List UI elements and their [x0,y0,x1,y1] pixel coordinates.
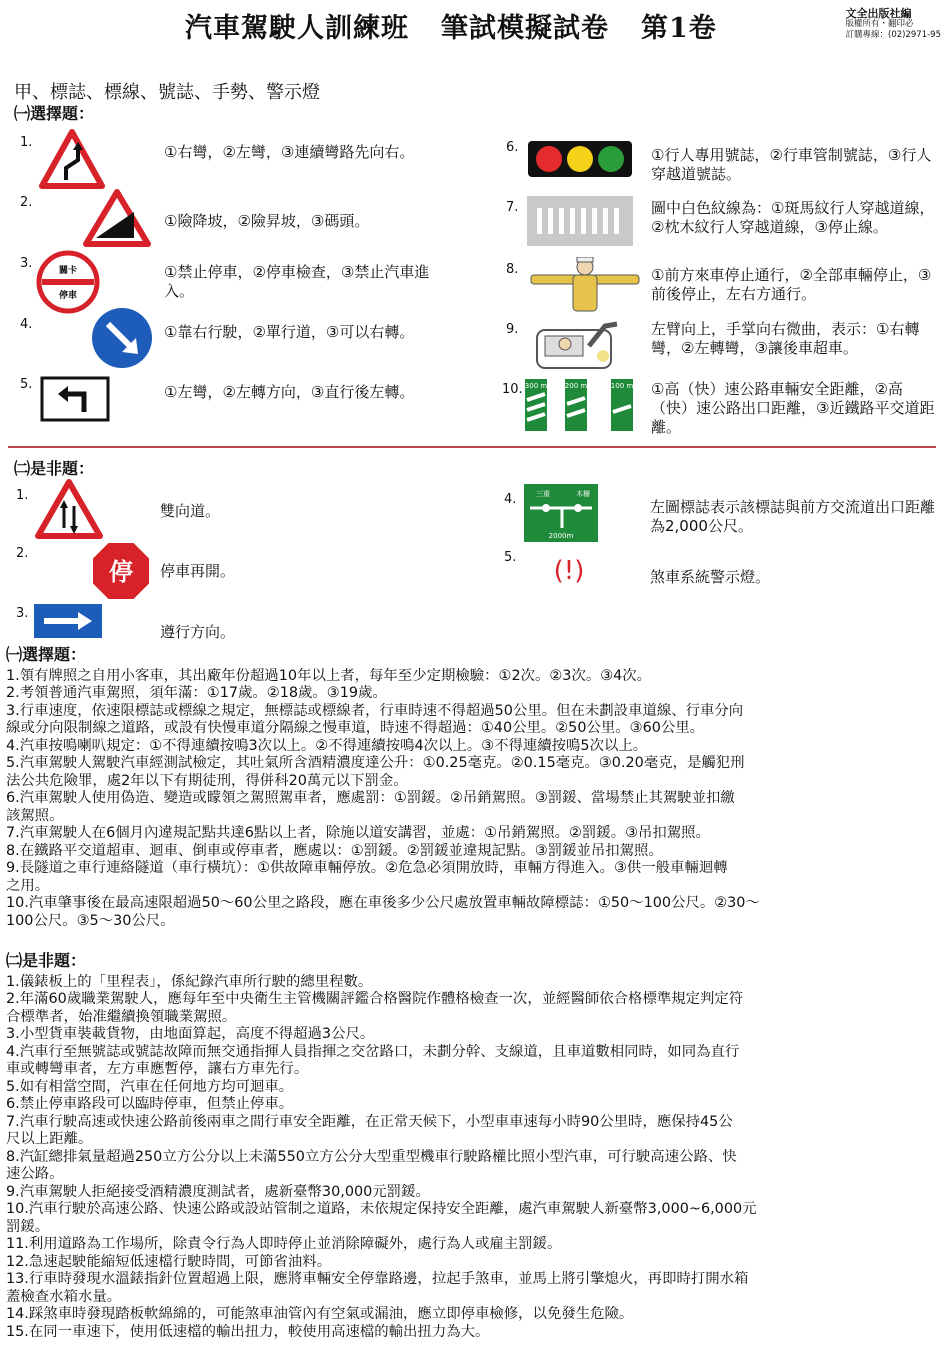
part2-tf-section [6,950,941,1341]
question-line: 5.如有相當空間，汽車在任何地方均可迴車。 [6,1078,294,1095]
question-line: 線或分向限制線之道路，或設有快慢車道分隔線之慢車道，時速不得超過：①40公里。②50公里。③60公里。 [6,720,705,736]
question-line: 10.汽車肇事後在最高速限超過50～60公里之路段，應在車後多少公尺處放置車輛故障標誌：①50～100公尺。②30～ [6,895,760,911]
question-line: 9.汽車駕駛人拒絕接受酒精濃度測試者，處新臺幣30,000元罰鍰。 [6,1183,430,1200]
title-part-2: 筆試模擬試卷 [441,13,609,44]
dist-1-text: 300 m [524,382,548,390]
item-number: 5. [20,377,33,392]
item-number: 2. [20,195,33,210]
item-number: 1. [16,488,29,503]
item-number: 4. [504,492,517,507]
question-line: 3.行車速度，依速限標誌或標線之規定，無標誌或標線者，行車時速不得超過50公里。但在未劃設車道線、行車分向 [6,702,744,719]
question-line: 合標準者，始准繼續換領職業駕照。 [6,1008,237,1025]
checkpoint-top-text: 關卡 [58,266,78,276]
stop-sign-icon [90,540,152,602]
tf-item-2: 停車再開。 [160,562,236,580]
item-number: 9. [506,322,519,337]
two-way-sign-icon [34,478,104,540]
question-line: 100公尺。③5～30公尺。 [6,912,175,929]
choice-item-7: 圖中白色紋線為：①斑馬紋行人穿越道線，②枕木紋行人穿越道線，③停止線。 [651,199,935,236]
question-line: 8.在鐵路平交道超車、迴車、倒車或停車者，應處以：①罰鍰。②罰鍰並違規記點。③罰鍰並吊扣駕照。 [6,842,663,859]
question-line: 2.考領普通汽車駕照，須年滿：①17歲。②18歲。③19歲。 [6,685,387,701]
choice-item-3: ①禁止停車，②停車檢查，③禁止汽車進入。 [164,263,430,300]
question-line: 9.長隧道之車行連絡隧道（車行橫坑）：①供故障車輛停放。②危急必須開放時，車輛方得進入。③供一般車輛迴轉 [6,860,728,876]
exam-title [185,6,749,45]
question-line: 7.汽車行駛高速或快速公路前後兩車之間行車安全距離，在正常天候下，小型車車速每小時90公里時，應保持45公 [6,1113,733,1130]
item-number: 4. [20,317,33,332]
item-number: 5. [504,550,517,565]
choice-item-5: ①左彎，②左轉方向，③直行後左轉。 [164,383,415,401]
crosswalk-marking-icon [527,196,633,246]
question-line: 尺以上距離。 [6,1131,93,1147]
question-line: 11.利用道路為工作場所，除責令行為人即時停止並消除障礙外，處行為人或雇主罰鍰。 [6,1236,562,1252]
direction-arrow-sign-icon [34,604,102,638]
question-line: 速公路。 [6,1166,64,1182]
choice-item-6: ①行人專用號誌，②行車管制號誌，③行人穿越道號誌。 [651,146,932,183]
choice-item-9: 左臂向上，手掌向右微曲，表示：①右轉彎，②左轉彎，③讓後車超車。 [651,320,920,357]
question-line: 2.年滿60歲職業駕駛人，應每年至中央衛生主管機關評鑑合格醫院作體格檢查一次，並經醫師依合格標準規定判定符 [6,991,744,1007]
question-line: 6.禁止停車路段可以臨時停車，但禁止停車。 [6,1096,294,1112]
keep-right-sign-icon [90,306,154,370]
question-line: 10.汽車行駛於高速公路、快速公路或設站管制之道路，未依規定保持安全距離，處汽車駕駛人新臺幣3,000~6,000元 [6,1201,757,1217]
question-line: 1.儀錶板上的「里程表」，係紀錄汽車所行駛的總里程數。 [6,973,373,990]
part2-tf-heading: ㈡是非題： [6,951,87,970]
dist-2-text: 200 m [564,382,588,390]
question-line: 4.汽車按鳴喇叭規定：①不得連續按鳴3次以上。②不得連續按鳴4次以上。③不得連續按鳴5次以上。 [6,737,648,754]
item-number: 2. [16,546,29,561]
question-line: 3.小型貨車裝載貨物，由地面算起，高度不得超過3公尺。 [6,1026,375,1042]
choice-item-8: ①前方來車停止通行，②全部車輛停止，③前後停止，左右方通行。 [651,266,932,303]
question-line: 4.汽車行至無號誌或號誌故障而無交通指揮人員指揮之交岔路口，未劃分幹、支線道，且車道數相同時，如同為直行 [6,1043,740,1060]
choice-item-2: ①險降坡，②險昇坡，③碼頭。 [164,212,370,230]
traffic-signal-icon [527,140,633,178]
brake-warning-light-icon [538,550,600,590]
section-divider [8,446,936,448]
question-line: 1.領有牌照之自用小客車，其出廠年份超過10年以上者，每年至少定期檢驗：①2次。②3次。③4次。 [6,667,652,684]
choice-item-1: ①右彎，②左彎，③連續彎路先向右。 [164,143,415,161]
question-line: 15.在同一車速下，使用低速檔的輸出扭力，較使用高速檔的輸出扭力為大。 [6,1323,490,1340]
question-line: 蓋檢查水箱水量。 [6,1288,122,1305]
choice-item-10: ①高（快）速公路車輛安全距離，②高（快）速公路出口距離，③近鐵路平交道距離。 [651,380,935,436]
question-line: 8.汽缸總排氣量超過250立方公分以上未滿550立方公分大型重型機車行駛路權比照小型汽車，可行駛高速公路、快 [6,1148,737,1165]
exit-left-text: 三重 [536,490,550,498]
checkpoint-bottom-text: 停車 [58,291,78,301]
section-title: 甲、標誌、標線、號誌、手勢、警示燈 [14,82,320,103]
question-line: 5.汽車駕駛人駕駛汽車經測試檢定，其吐氣所含酒精濃度達公升：①0.25毫克。②0.15毫克。③0.20毫克，是觸犯刑 [6,755,745,771]
item-number: 10. [502,382,523,397]
tf-item-5: 煞車系統警示燈。 [650,568,771,586]
phone-text: 訂購專線：(02)2971-95 [845,30,941,40]
question-line: 12.急速起駛能縮短低速檔行駛時間，可節省油料。 [6,1253,332,1270]
title-part-3: 第1卷 [641,13,717,44]
question-line: 車或轉彎車者，左方車應暫停，讓右方車先行。 [6,1061,309,1077]
traffic-police-gesture-icon [527,257,642,313]
question-line: 該駕照。 [6,807,64,824]
page-header [0,0,947,50]
dist-3-text: 100 m [610,382,634,390]
choice-heading: ㈠選擇題： [14,104,95,123]
publisher-info [846,8,941,41]
question-line: 13.行車時發現水溫錶指針位置超過上限，應將車輛安全停靠路邊，拉起手煞車，並馬上將引擎熄火，再即時打開水箱 [6,1271,749,1287]
interchange-exit-sign-icon [524,484,598,542]
tf-item-4: 左圖標誌表示該標誌與前方交流道出口距離為2,000公尺。 [650,498,936,535]
stop-sign-text: 停 [109,558,133,586]
question-line: 之用。 [6,877,50,894]
title-part-1: 汽車駕駛人訓練班 [185,13,409,44]
item-number: 8. [506,262,519,277]
exit-right-text: 木柵 [576,490,590,498]
brake-warning-text: (!) [553,556,585,586]
question-line: 6.汽車駕駛人使用偽造、變造或矇領之駕照駕車者，應處罰：①罰鍰。②吊銷駕照。③罰鍰、當場禁止其駕駛並扣繳 [6,790,735,806]
tf-item-1: 雙向道。 [160,502,221,520]
item-number: 3. [20,256,33,271]
distance-markers-icon [523,378,638,432]
part2-choice-section [6,644,941,930]
choice-item-4: ①靠右行駛，②單行道，③可以右轉。 [164,323,415,341]
item-number: 7. [506,200,519,215]
tf-item-3: 遵行方向。 [160,623,236,641]
question-line: 罰鍰。 [6,1218,50,1235]
item-number: 3. [16,606,29,621]
question-line: 法公共危險罪，處2年以下有期徒刑，得併科20萬元以下罰金。 [6,772,408,789]
tf-heading: ㈡是非題： [14,459,95,478]
checkpoint-stop-sign-icon [36,250,100,314]
publisher-name: 文全出版社編 [845,7,912,20]
part2-choice-heading: ㈠選擇題： [6,645,87,664]
question-line: 7.汽車駕駛人在6個月內違規記點共達6點以上者，除施以道安講習，並處：①吊銷駕照。②罰鍰。③吊扣駕照。 [6,825,710,841]
item-number: 1. [20,135,33,150]
exit-dist-text: 2000m [548,532,574,540]
left-turn-direction-sign-icon [40,376,110,422]
steep-slope-sign-icon [82,188,152,248]
rights-text: 版權所有・翻印必 [845,19,914,29]
driver-hand-signal-icon [527,316,635,372]
question-line: 14.踩煞車時發現踏板軟綿綿的，可能煞車油管內有空氣或漏油，應立即停車檢修，以免發生危險。 [6,1306,634,1322]
double-curve-sign-icon [38,128,106,190]
part2-choice-list [6,668,941,931]
item-number: 6. [506,140,519,155]
part2-tf-list [6,974,941,1342]
